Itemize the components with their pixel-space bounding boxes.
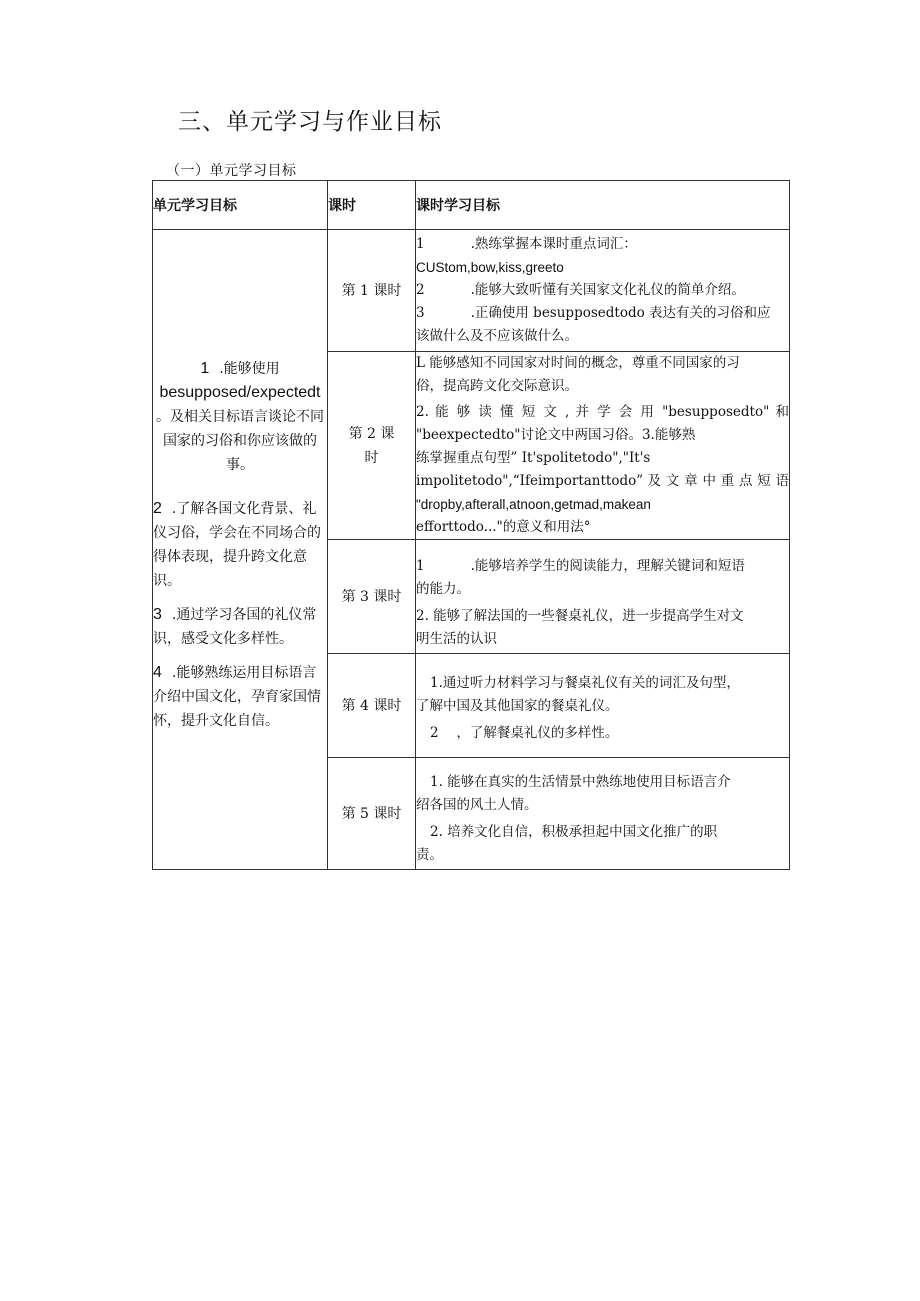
objective-line: 责。 [416,846,443,863]
section-heading: 三、单元学习与作业目标 [178,109,442,135]
objective-line: 2. 能 够 读 懂 短 文 , 并 学 会 用 "besupposedto" 和 [416,404,789,420]
objective-line: .正确使用 besupposedtodo 表达有关的习俗和应 [470,305,771,321]
objective-line: 了解中国及其他国家的餐桌礼仪。 [416,698,619,714]
objective-line: "dropby,afterall,atnoon,getmad,makean [416,497,651,512]
objective-line: 2. 培养文化自信，积极承担起中国文化推广的职 [430,823,718,840]
header-lesson: 课时 [328,181,416,230]
lesson-label [328,352,416,540]
goal-text: .了解各国文化背景、礼仪习俗，学会在不同场合的得体表现，提升跨文化意识。 [153,500,321,589]
objective-line: .熟练掌握本课时重点词汇： [470,236,637,252]
goal-text: .能够使用 [219,360,280,377]
lesson-label: 第 4 课时 [328,654,416,758]
objective-line: "beexpectedto"讨论文中两国习俗。3.能够熟 [416,427,696,443]
goal-text: besupposed/expectedt [159,383,321,401]
header-lesson-goals: 课时学习目标 [416,181,790,230]
objective-line: .能够培养学生的阅读能力，理解关键词和短语 [470,557,745,574]
item-number: 1 [416,557,425,574]
objective-line: impolitetodo",“Ifeimportanttodo” 及 文 章 中 重 点 短 语 [416,473,789,489]
table-row [153,230,790,352]
lesson-label-part: 时 [364,449,379,466]
lesson-objectives [416,758,790,870]
objective-line: L 能够感知不同国家对时间的概念，尊重不同国家的习 [416,355,740,371]
lesson-label: 第 1 课时 [328,230,416,352]
objective-line: 明生活的认识 [416,630,497,647]
objective-line: 绍各国的风土人情。 [416,796,538,813]
lesson-objectives [416,654,790,758]
item-number: 1 [416,236,425,252]
lesson-objectives [416,540,790,654]
goal-number: 4 [153,663,162,681]
unit-goal-2 [153,497,327,593]
goal-text: .能够熟练运用目标语言介绍中国文化，孕育家国情怀，提升文化自信。 [153,664,321,729]
objective-line: 1.通过听力材料学习与餐桌礼仪有关的词汇及句型， [430,675,740,691]
goal-number: 1 [200,359,210,377]
subsection-heading: （一）单元学习目标 [166,163,297,179]
table-header-row [153,181,790,230]
header-unit-goals: 单元学习目标 [153,181,328,230]
objective-line: .能够大致听懂有关国家文化礼仪的简单介绍。 [470,282,745,298]
lesson-label-part: 第 2 课 [348,425,395,442]
goal-number: 2 [153,499,162,517]
objective-line: efforttodo..."的意义和用法° [416,519,591,535]
objective-line: 俗，提高跨文化交际意识。 [416,378,578,394]
objective-line: 1. 能够在真实的生活情景中熟练地使用目标语言介 [430,773,731,790]
lesson-label: 第 3 课时 [328,540,416,654]
goal-text: .通过学习各国的礼仪常识，感受文化多样性。 [153,606,317,647]
item-number: 2 [416,282,425,298]
unit-goals-cell [153,230,328,870]
unit-goals-table [152,180,790,870]
lesson-objectives [416,352,790,540]
unit-goal-3 [153,603,327,651]
objective-line: CUStom,bow,kiss,greeto [416,260,564,275]
objective-line: 2. 能够了解法国的一些餐桌礼仪，进一步提高学生对文 [416,607,744,624]
objective-line: 练掌握重点句型” It'spolitetodo","It's [416,450,651,466]
goal-text: 。及相关目标语言谈论不同国家的习俗和你应该做的事。 [156,408,324,473]
lesson-label: 第 5 课时 [328,758,416,870]
unit-goal-1 [153,357,327,477]
objective-line: 的能力。 [416,580,470,597]
unit-goal-4 [153,661,327,733]
goal-number: 3 [153,605,162,623]
item-number: 3 [416,305,425,321]
lesson-objectives [416,230,790,352]
objective-line: 2 ，了解餐桌礼仪的多样性。 [430,725,619,741]
objective-line: 该做什么及不应该做什么。 [416,328,578,344]
